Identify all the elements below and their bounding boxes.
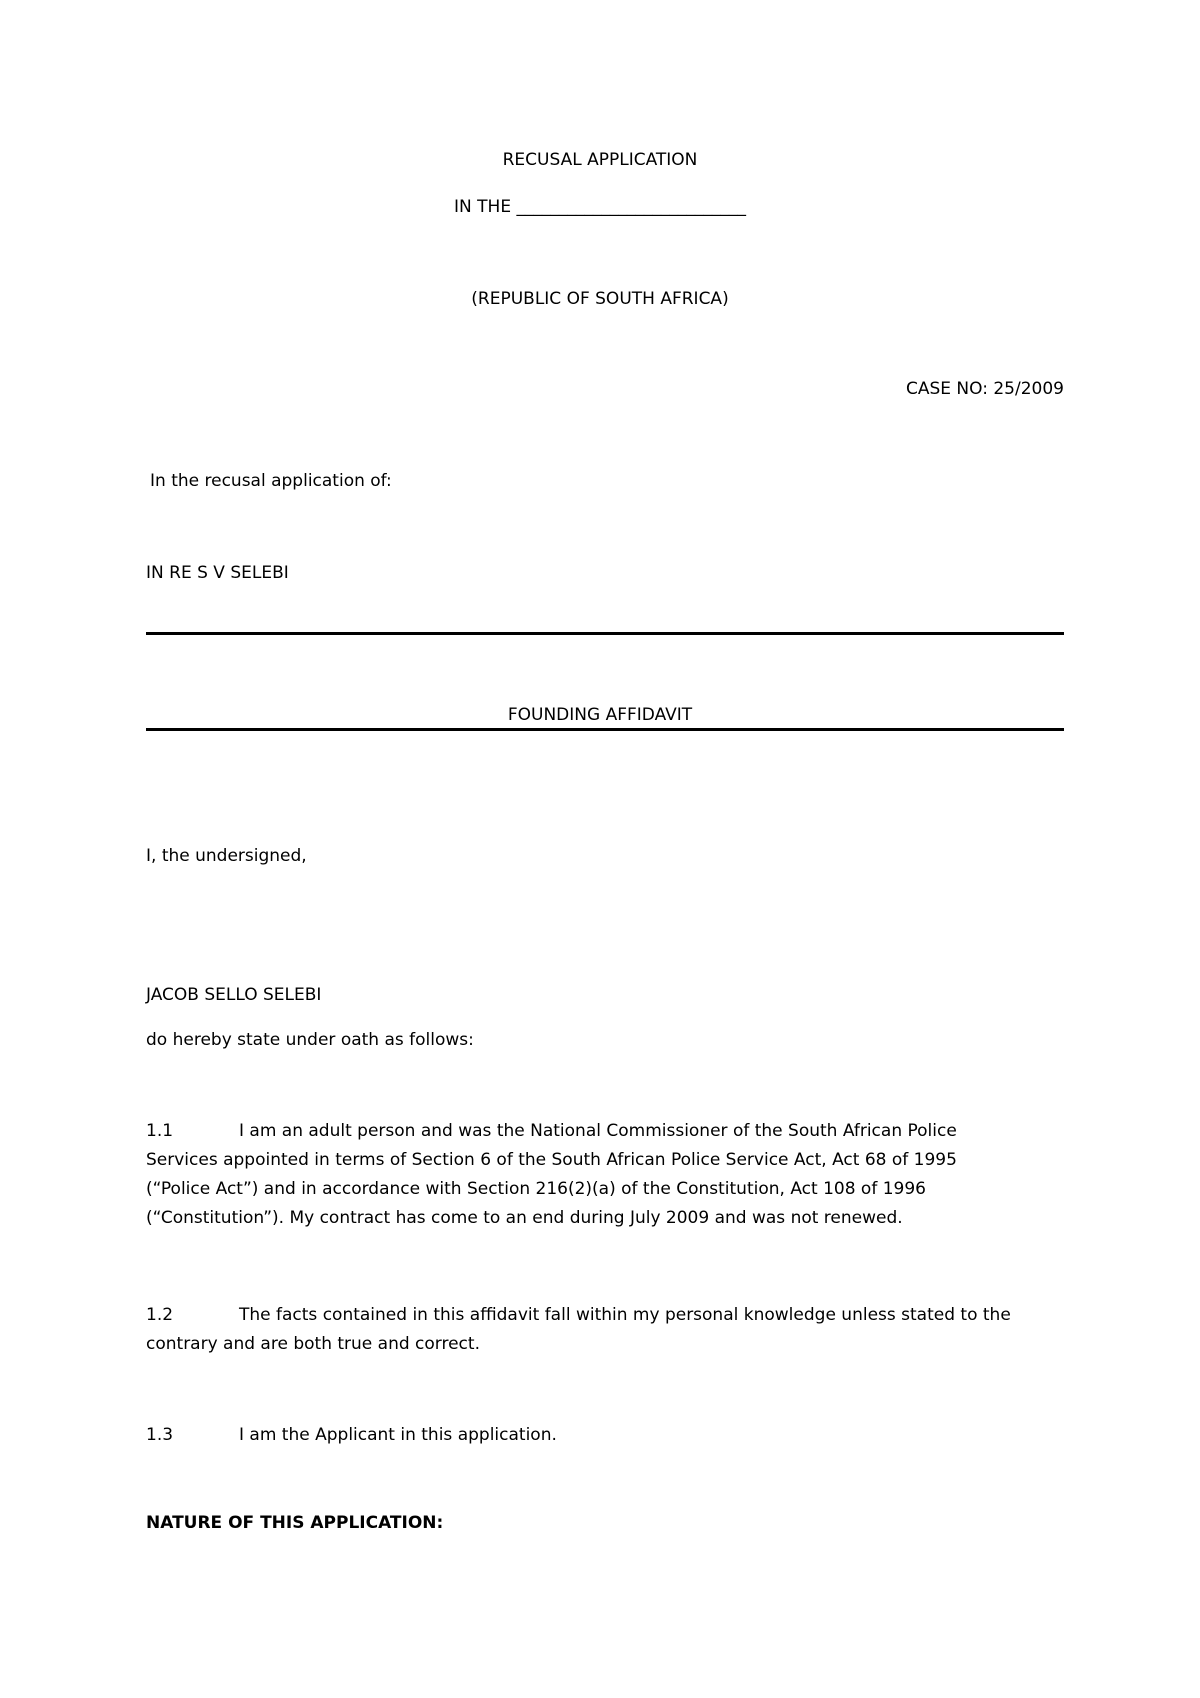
paragraph-1-3 [146,1421,1066,1450]
paragraph-line: (“Police Act”) and in accordance with Section 216(2)(a) of the Constitution, Act 108 of 1996 [146,1179,926,1199]
document-title: RECUSAL APPLICATION [502,150,698,170]
case-number: CASE NO: 25/2009 [906,379,1064,399]
deponent-name: JACOB SELLO SELEBI [146,985,322,1005]
top-divider [146,632,1064,635]
paragraph-line: 1.3 I am the Applicant in this application. [146,1421,1066,1450]
paragraph-line: (“Constitution”). My contract has come to an end during July 2009 and was not renewed. [146,1208,903,1228]
affidavit-title: FOUNDING AFFIDAVIT [507,705,693,725]
oath-line: do hereby state under oath as follows: [146,1030,474,1050]
paragraph-line: 1.2 The facts contained in this affidavit fall within my personal knowledge unless stated to the [146,1301,1066,1330]
undersigned-line: I, the undersigned, [146,846,307,866]
paragraph-line: contrary and are both true and correct. [146,1334,480,1354]
paragraph-line: 1.1 I am an adult person and was the National Commissioner of the South African Police [146,1117,1066,1146]
paragraph-number: 1.1 [146,1121,174,1141]
application-intro: In the recusal application of: [150,471,392,491]
paragraph-1-1 [146,1117,1066,1233]
country-line: (REPUBLIC OF SOUTH AFRICA) [471,289,729,309]
paragraph-number: 1.2 [146,1305,174,1325]
section-heading: NATURE OF THIS APPLICATION: [146,1513,444,1533]
court-line: IN THE ___________________________ [454,197,746,217]
matter-name: IN RE S V SELEBI [146,563,289,583]
paragraph-number: 1.3 [146,1425,174,1445]
paragraph-1-2 [146,1301,1066,1359]
bottom-divider [146,728,1064,731]
paragraph-line: Services appointed in terms of Section 6 of the South African Police Service Act, Act 68 of 1995 [146,1150,957,1170]
